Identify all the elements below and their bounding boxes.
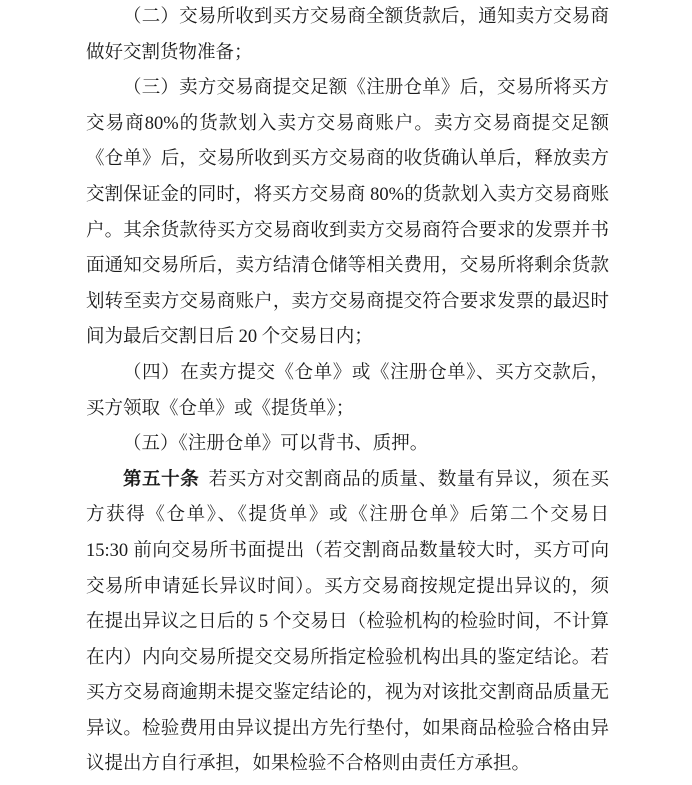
article-number-label: 第五十条 <box>123 469 200 490</box>
paragraph-article-50 <box>86 463 609 783</box>
paragraph-clause-2: （二）交易所收到买方交易商全额货款后，通知卖方交易商做好交割货物准备； <box>86 7 609 63</box>
paragraph-clause-3: （三）卖方交易商提交足额《注册仓单》后，交易所将买方交易商80%的货款划入卖方交易商账户。卖方交易商提交足额《仓单》后，交易所收到买方交易商的收货确认单后，释放卖方交割保证金的同时，将买方交易商 80%的货款划入卖方交易商账户。其余货款待买方交易商收到卖方交易商符合要求的发票并书面通知交易所后，卖方结清仓储等相关费用，交易所将剩余货款划转至卖方交易商账户，卖方交易商提交符合要求发票的最迟时间为最后交割日后 20 个交易日内； <box>86 78 609 348</box>
article-body-text: 若买方对交割商品的质量、数量有异议，须在买方获得《仓单》、《提货单》或《注册仓单》后第二个交易日 15:30 前向交易所书面提出（若交割商品数量较大时，买方可向交易所申请延长异议时间）。买方交易商按规定提出异议的，须在提出异议之日后的 5 个交易日（检验机构的检验时间，不计算在内）内向交易所提交交易所指定检验机构出具的鉴定结论。若买方交易商逾期未提交鉴定结论的，视为对该批交割商品质量无异议。检验费用由异议提出方先行垫付，如果商品检验合格由异议提出方自行承担，如果检验不合格则由责任方承担。 <box>86 469 609 775</box>
paragraph-clause-4: （四）在卖方提交《仓单》或《注册仓单》、买方交款后，买方领取《仓单》或《提货单》； <box>86 362 609 419</box>
paragraph-clause-5: （五）《注册仓单》可以背书、质押。 <box>123 434 429 455</box>
